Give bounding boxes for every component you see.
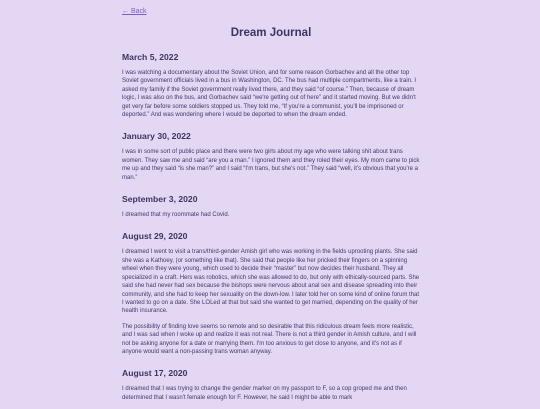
entry-paragraph: I dreamed that I was trying to change the gender marker on my passport to F, so a cop groped me and then determined that I wasn't female enough for F. However, he said I might be able to mark: [122, 386, 407, 401]
journal-entry: [122, 194, 420, 219]
entry-paragraph: I was in some sort of public place and there were two girls about my age who were talking shit about trans women. They saw me and said “are you a man.” I ignored them and they roled their eyes. My mom came to pick me up and they said “is she man?” and I said “I'm trans, but she's not.” They said “well, it's obvious that you're a man.”: [122, 149, 420, 181]
entry-paragraph: I dreamed that my roommate had Covid.: [122, 212, 230, 219]
journal-page: [122, 0, 420, 409]
entry-date: August 17, 2020: [122, 368, 188, 379]
entry-paragraph: I dreamed I went to visit a trans/third-gender Amish girl who was working in the fields uprooting plants. She said she was a Kathoey, (or something like that). She said that people like her pricked their fingers on a spinning wheel when they were young, which used to decide their “master” but now decides their husband. They all specialized in a craft. Hers was robotics, which she was allowed to do, but only with ethically-sourced parts. She said she had never had sex because the bishops were nervous about anal sex and disease spreading into their community, and she had to keep her sexuality on the down-low. I later told her on some kind of online forum that I wanted to go on a date. She LOLed at that but said she wanted to get married, depending on the quality of her health insurance.: [122, 249, 420, 315]
page-title: Dream Journal: [230, 27, 312, 39]
journal-entry: [122, 52, 420, 119]
back-link[interactable]: ← Back: [122, 8, 147, 15]
journal-entry: [122, 131, 420, 182]
entry-date: March 5, 2022: [122, 52, 179, 62]
journal-entry: [122, 368, 420, 402]
entry-paragraph: I was watching a documentary about the Soviet Union, and for some reason Gorbachev and all the other top Soviet government officials lived in a bus in Washington, DC. The bus had multiple compartments, like a train. I asked my family if the Soviet government really lived there, and they said “of course.” Then, because of dream logic, I was also on the bus, and Gorbachev said “we're getting out of here” and it started moving. But we didn't get very far before some soldiers stopped us. They told me, “If you're a communist, you'll be imprisoned or deported.” And was wondering where I would be deported to when the dream ended.: [122, 70, 417, 119]
entry-paragraph: The possibility of finding love seems so remote and so desirable that this ridiculous dream feels more realistic, and I was sad when I woke up and realize it was not real. There is not a third gender in Amish culture, and I will not be asking anyone for a date or marrying them. I'm too anxious to get close to anyone, and it's not as if anyone would want a non-passing trans woman anyway.: [122, 323, 417, 355]
entry-date: January 30, 2022: [122, 131, 191, 142]
journal-entry: [122, 231, 420, 356]
entry-date: September 3, 2020: [122, 194, 198, 205]
entry-date: August 29, 2020: [122, 231, 188, 242]
